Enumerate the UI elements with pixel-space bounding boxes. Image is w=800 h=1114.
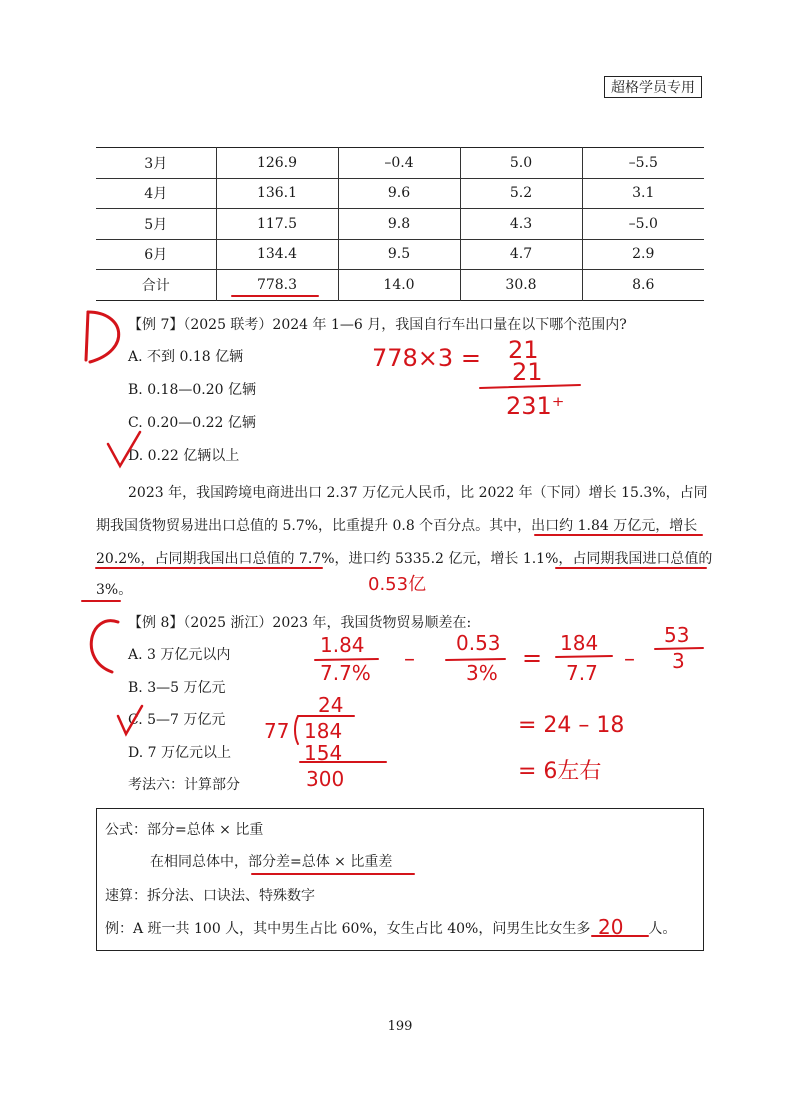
hw-eq-3: = 6左右 (518, 759, 602, 784)
hw-div-rem: 300 (306, 767, 345, 791)
table-cell: 5.0 (460, 148, 582, 179)
row-label-cell: 5月 (96, 209, 216, 240)
hw-blank-answer: 20 (598, 915, 624, 939)
table-cell: 126.9 (216, 148, 338, 179)
table-cell: 2.9 (582, 239, 704, 270)
hw-minus-1: – (404, 647, 415, 672)
table-cell: 778.3 (216, 270, 338, 301)
calc-fraction-line (480, 385, 580, 388)
hw-eq-2: = 24 – 18 (518, 713, 625, 738)
header-tag: 超格学员专用 (604, 76, 702, 98)
passage-line-1: 2023 年，我国跨境电商进出口 2.37 万亿元人民币，比 2022 年（下同）增长 15.3%，占同 (128, 485, 708, 501)
hw-frac3-num: 184 (560, 631, 599, 655)
data-table (96, 147, 704, 301)
table-row (96, 178, 704, 209)
frac1-bar (315, 659, 378, 660)
answer-d-bowl (88, 312, 119, 362)
table-cell: 4.3 (460, 209, 582, 240)
q7-stem: 【例 7】（2025 联考）2024 年 1—6 月，我国自行车出口量在以下哪个范围内? (128, 317, 627, 333)
formula-line-4-before: 例：A 班一共 100 人，其中男生占比 60%，女生占比 40%，问男生比女生多 (105, 921, 591, 937)
q7-option-a[interactable]: A. 不到 0.18 亿辆 (128, 349, 244, 365)
hw-q7-calc-result: 231⁺ (506, 392, 565, 420)
formula-line-4 (105, 922, 676, 936)
table-row (96, 270, 704, 301)
table-cell: 9.6 (338, 178, 460, 209)
passage-line-4: 3%。 (96, 582, 133, 598)
q8-option-b[interactable]: B. 3—5 万亿元 (128, 680, 226, 696)
q7-option-d[interactable]: D. 0.22 亿辆以上 (128, 448, 240, 464)
hw-frac1-num: 1.84 (320, 633, 365, 657)
formula-line-1: 公式：部分=总体 × 比重 (105, 822, 264, 838)
table-cell: 5.2 (460, 178, 582, 209)
passage-line-3: 20.2%，占同期我国出口总值的 7.7%，进口约 5335.2 亿元，增长 1.1%，占同期我国进口总值的 (96, 551, 713, 567)
table-cell: 14.0 (338, 270, 460, 301)
hw-frac2-den: 3% (466, 661, 498, 685)
division-bracket (295, 716, 298, 744)
hw-frac4-num: 53 (664, 623, 690, 647)
table-cell: –5.0 (582, 209, 704, 240)
table-row (96, 239, 704, 270)
hw-minus-2: – (624, 647, 635, 672)
frac3-bar (556, 656, 612, 657)
row-label-cell: 6月 (96, 239, 216, 270)
formula-line-3: 速算：拆分法、口诀法、特殊数字 (105, 888, 315, 904)
formula-line-4-after: 人。 (648, 921, 677, 937)
hw-frac1-den: 7.7% (320, 661, 371, 685)
table-cell: –5.5 (582, 148, 704, 179)
hw-q7-calc-left: 778×3 = (372, 344, 481, 372)
row-label-cell: 3月 (144, 155, 168, 172)
table-row (96, 209, 704, 240)
table-row (96, 148, 704, 179)
frac4-bar (655, 648, 703, 649)
hw-frac4-den: 3 (672, 649, 685, 673)
q7-option-c[interactable]: C. 0.20—0.22 亿辆 (128, 415, 256, 431)
hw-div-sub: 154 (304, 741, 343, 765)
formula-line-2: 在相同总体中，部分差=总体 × 比重差 (150, 854, 393, 870)
q8-option-a[interactable]: A. 3 万亿元以内 (128, 647, 231, 663)
hw-div-quotient: 24 (318, 693, 344, 717)
passage-line-2: 期我国货物贸易进出口总值的 5.7%，比重提升 0.8 个百分点。其中，出口约 1.84 万亿元，增长 (96, 518, 698, 534)
row-label-cell: 4月 (96, 178, 216, 209)
table-cell: 134.4 (216, 239, 338, 270)
hw-import-note: 0.53亿 (368, 574, 427, 595)
q8-stem: 【例 8】（2025 浙江）2023 年，我国货物贸易顺差在: (128, 615, 472, 631)
q8-option-c[interactable]: C. 5—7 万亿元 (128, 712, 226, 728)
table-cell: –0.4 (338, 148, 460, 179)
table-cell: 4.7 (460, 239, 582, 270)
answer-d-stem (86, 312, 88, 360)
hw-eq-1: = (522, 644, 543, 672)
table-cell: 136.1 (216, 178, 338, 209)
table-cell: 3.1 (582, 178, 704, 209)
answer-c (91, 621, 118, 672)
table-cell: 8.6 (582, 270, 704, 301)
page-number: 199 (387, 1019, 413, 1034)
hw-frac2-num: 0.53 (456, 631, 501, 655)
hw-frac3-den: 7.7 (566, 661, 598, 685)
q7-option-b[interactable]: B. 0.18—0.20 亿辆 (128, 382, 256, 398)
hw-div-dividend: 184 (304, 719, 343, 743)
q8-option-d[interactable]: D. 7 万亿元以上 (128, 745, 231, 761)
table-cell: 9.5 (338, 239, 460, 270)
table-cell: 30.8 (460, 270, 582, 301)
hw-q7-calc-mid: 21 (512, 358, 543, 386)
hw-div-divisor: 77 (264, 719, 290, 743)
table-cell: 117.5 (216, 209, 338, 240)
frac2-bar (446, 659, 505, 660)
row-label-cell: 合计 (96, 270, 216, 301)
table-cell: 9.8 (338, 209, 460, 240)
hw-q7-calc-top: 21 (508, 336, 539, 364)
section-title: 考法六：计算部分 (128, 777, 240, 793)
